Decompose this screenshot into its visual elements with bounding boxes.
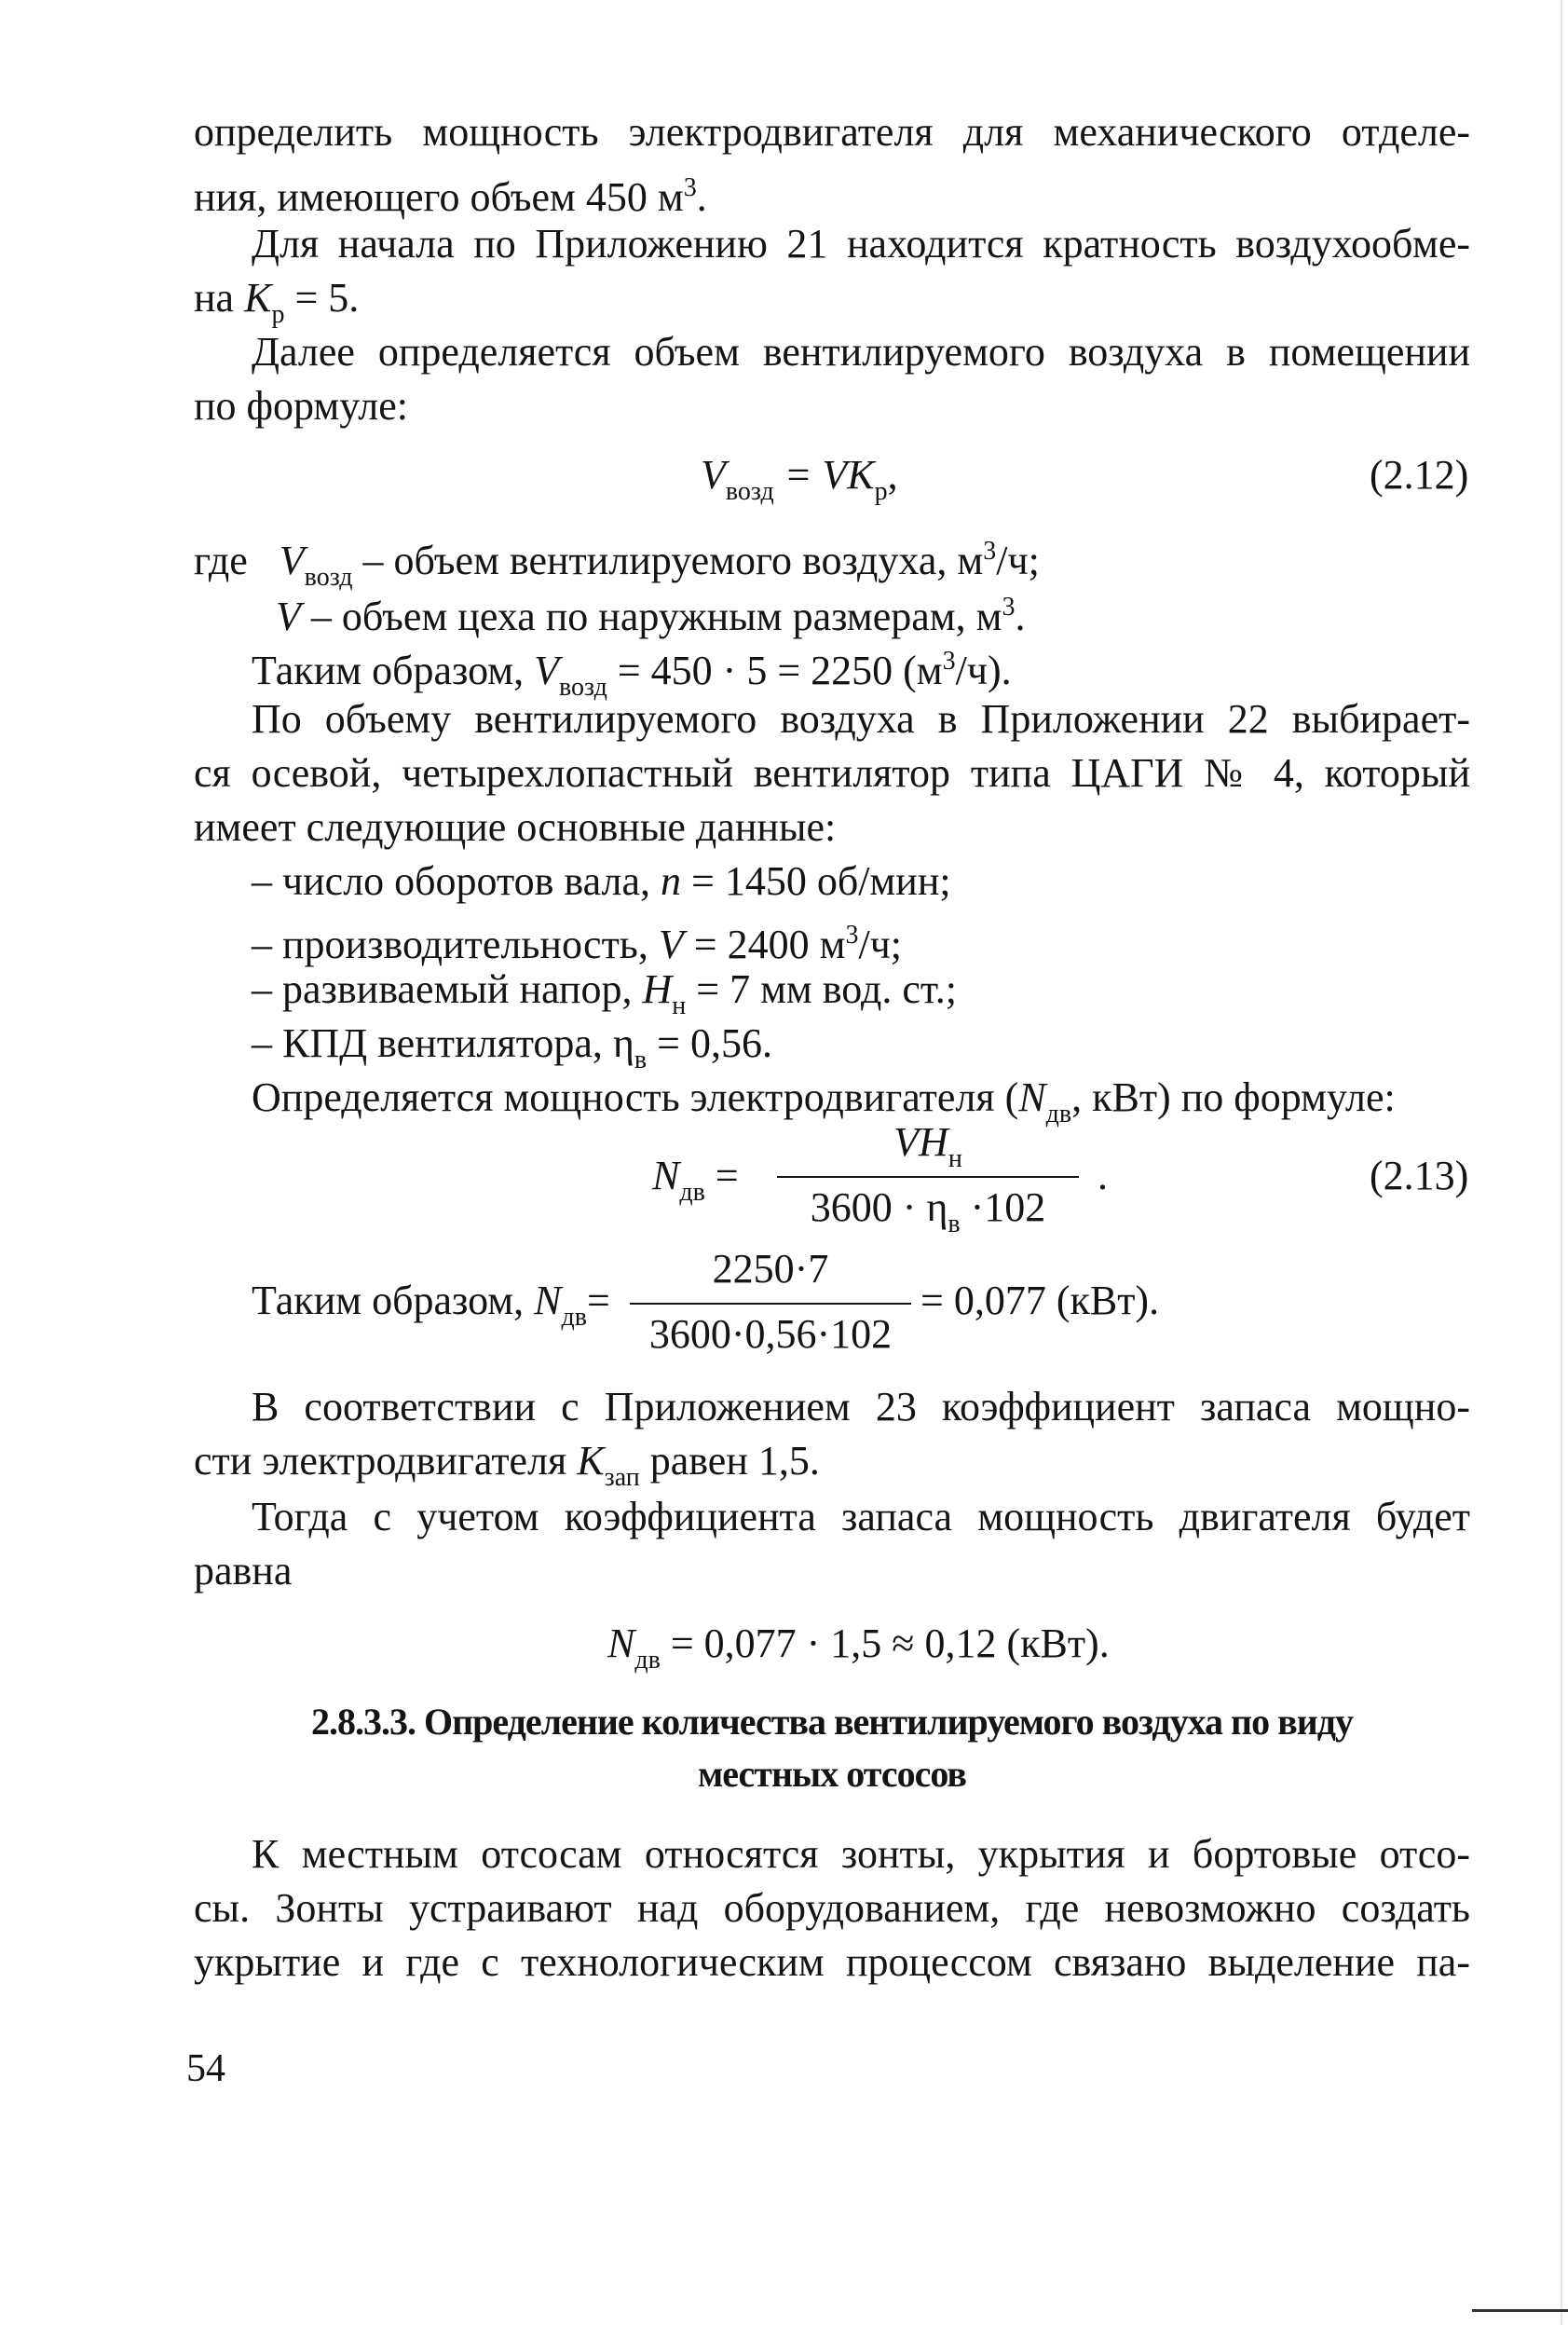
text-span: ·102 — [960, 1184, 1046, 1230]
subscript: дв — [679, 1178, 705, 1207]
text-line — [194, 800, 1470, 855]
text-span: равен 1,5. — [639, 1438, 820, 1484]
text-span: = — [586, 1278, 610, 1323]
text-span: – число оборотов вала, — [252, 858, 661, 904]
text-line — [252, 216, 1470, 272]
subscript: дв — [561, 1303, 587, 1332]
text-span: укрытие и где с технологическим процессом связано выделение па- — [194, 1939, 1470, 1985]
subscript: в — [634, 1046, 648, 1074]
equation-2-13-lhs — [652, 1148, 739, 1221]
text-line — [252, 691, 1470, 747]
text-line — [252, 1826, 1470, 1882]
equation-final — [607, 1616, 1110, 1689]
text-span: . — [1015, 594, 1026, 639]
subscript: возд — [304, 563, 353, 592]
symbol-n: N — [652, 1153, 680, 1198]
text-span: , кВт) по формуле: — [1071, 1074, 1396, 1120]
symbol-n: n — [661, 858, 681, 904]
text-line — [194, 1543, 1470, 1599]
subscript: возд — [559, 673, 607, 702]
text-span: имеет следующие основные данные: — [194, 804, 837, 850]
text-span: Далее определяется объем вентилируемого воздуха в помещении — [252, 329, 1470, 375]
symbol-v: V — [658, 922, 684, 967]
calc-result: = 0,077 (кВт). — [920, 1278, 1160, 1323]
symbol-n: N — [534, 1278, 562, 1323]
text-span: /ч; — [858, 922, 903, 967]
text-span: Тогда с учетом коэффициента запаса мощность двигателя будет — [252, 1494, 1470, 1539]
text-line — [194, 745, 1470, 801]
text-span: – развиваемый напор, — [252, 966, 643, 1012]
text-span: К местным отсосам относятся зонты, укрытия и бортовые отсо- — [252, 1831, 1470, 1877]
symbol-n: N — [607, 1621, 635, 1666]
fraction-denominator — [777, 1182, 1079, 1251]
text-line — [194, 104, 1470, 160]
text-span: равна — [194, 1548, 293, 1593]
text-line — [194, 1935, 1470, 1990]
text-span: = 450 · 5 = 2250 (м — [607, 648, 943, 693]
text-span: ся осевой, четырехлопастный вентилятор типа ЦАГИ № 4, который — [194, 750, 1470, 796]
symbol-vh: VH — [893, 1119, 948, 1165]
calc-prefix — [252, 1273, 610, 1346]
fraction-bar — [777, 1176, 1079, 1178]
text-line — [252, 324, 1470, 380]
text-span: = 0,56. — [647, 1020, 772, 1066]
text-span: /ч; — [996, 538, 1040, 583]
equation-period: . — [1098, 1153, 1108, 1198]
subscript: возд — [725, 477, 774, 506]
subscript: дв — [634, 1646, 661, 1675]
superscript: 3 — [1002, 593, 1016, 622]
text-span: В соответствии с Приложением 23 коэффициент запаса мощно- — [252, 1384, 1470, 1429]
text-span: = 7 мм вод. ст.; — [686, 966, 958, 1012]
text-span: = 2400 м — [683, 922, 846, 967]
text-span: = — [704, 1153, 739, 1198]
text-line — [252, 1379, 1470, 1435]
symbol-v: V — [279, 538, 305, 583]
text-span: = 1450 об/мин; — [681, 858, 951, 904]
text-span: – КПД вентилятора, η — [252, 1020, 634, 1066]
text-span: где — [194, 538, 248, 583]
superscript: 3 — [845, 921, 859, 950]
text-span: , — [887, 452, 898, 498]
subscript: р — [271, 300, 285, 329]
text-span: /ч). — [955, 648, 1012, 693]
subscript: дв — [1045, 1100, 1072, 1128]
text-span: Для начала по Приложению 21 находится кратность воздухообме- — [252, 221, 1470, 267]
scan-edge-line — [1561, 0, 1562, 2325]
equation-number: (2.12) — [1370, 452, 1469, 498]
text-span: сы. Зонты устраивают над оборудованием, где невозможно создать — [194, 1885, 1470, 1931]
subscript: зап — [604, 1463, 640, 1492]
text-span: по формуле: — [194, 383, 409, 429]
superscript: 3 — [983, 537, 997, 566]
symbol-k: K — [244, 275, 272, 321]
page-number: 54 — [186, 2047, 225, 2090]
symbol-k: K — [577, 1438, 605, 1484]
text-line — [252, 1489, 1470, 1545]
symbol-h: H — [642, 966, 673, 1012]
text-span: 3600 · η — [810, 1184, 948, 1230]
symbol-v: V — [276, 594, 301, 639]
fraction-denominator: 3600·0,56·102 — [648, 1311, 893, 1357]
equation-rhs: = VK — [773, 452, 875, 498]
text-span: = 0,077 · 1,5 ≈ 0,12 (кВт). — [660, 1621, 1110, 1666]
subscript: н — [948, 1144, 962, 1173]
symbol-v: V — [701, 452, 726, 498]
text-span: . — [696, 174, 707, 220]
subscript: н — [672, 992, 687, 1020]
list-item — [252, 854, 1470, 909]
text-span: сти электродвигателя — [194, 1438, 578, 1484]
subscript: в — [948, 1210, 961, 1238]
text-span: – объем цеха по наружным размерам, м — [300, 594, 1002, 639]
section-heading: 2.8.3.3. Определение количества вентилируемого воздуха по виду — [311, 1701, 1353, 1743]
text-span: По объему вентилируемого воздуха в Приложении 22 выбирает- — [252, 696, 1470, 742]
text-span: ния, имеющего объем 450 м — [194, 174, 684, 220]
fraction-numerator — [777, 1116, 1079, 1185]
text-span: = 5. — [284, 275, 360, 321]
symbol-n: N — [1018, 1074, 1046, 1120]
superscript: 3 — [683, 173, 697, 202]
text-line — [194, 1881, 1470, 1936]
superscript: 3 — [942, 647, 956, 676]
fraction-bar — [630, 1303, 911, 1305]
text-span: – производительность, — [252, 922, 659, 967]
equation-number: (2.13) — [1370, 1153, 1469, 1198]
subscript: р — [874, 477, 888, 506]
text-line — [194, 378, 1470, 434]
scan-corner-mark — [1472, 2309, 1568, 2312]
equation-2-12 — [701, 447, 898, 520]
symbol-v: V — [534, 648, 560, 693]
fraction-numerator: 2250·7 — [712, 1246, 829, 1292]
text-span: определить мощность электродвигателя для механического отделе- — [194, 109, 1470, 155]
text-span: Таким образом, — [252, 1278, 535, 1323]
text-span: Таким образом, — [252, 648, 535, 693]
text-span: на — [194, 275, 245, 321]
section-heading: местных отсосов — [698, 1753, 966, 1795]
text-span: – объем вентилируемого воздуха, м — [352, 538, 984, 583]
text-span: Определяется мощность электродвигателя ( — [252, 1074, 1019, 1120]
